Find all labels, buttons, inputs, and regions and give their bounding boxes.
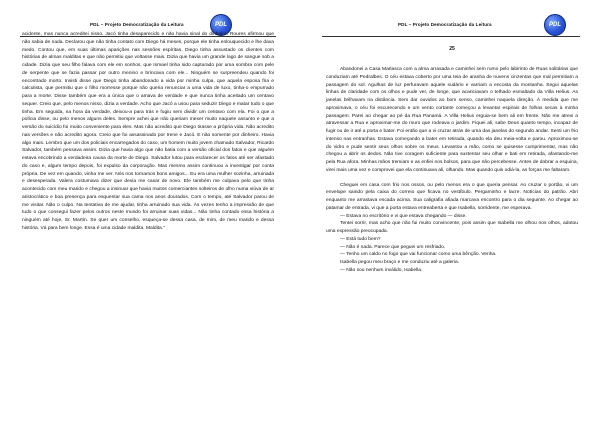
header-title: PDL – Projeto Democratização da Leitura — [90, 22, 184, 27]
right-page-body — [326, 66, 578, 275]
pdl-logo-icon: PDL — [544, 14, 566, 36]
paragraph: Isabella pegou meu braço e me conduziu até a galeria. — [340, 260, 460, 265]
left-page — [0, 0, 296, 424]
dialogue-line: — Não é nada. Parece que peguei um resfriado. — [340, 244, 446, 250]
right-page — [304, 0, 600, 424]
left-page-body — [22, 31, 274, 233]
page-number: 25 — [449, 46, 455, 52]
header-rule — [322, 36, 580, 37]
dialogue-line: — Tenho um caldo no fogo que vai funcionar como uma bênção. Venha. — [340, 252, 497, 258]
dialogue-line: — Está tudo bem? — [340, 236, 381, 242]
dialogue-line: — Estava no escritório e vi que estava chegando — disse. — [340, 213, 467, 219]
paragraph: Tentei sorrir, mas acho que não fui muito convincente, pois assim que Isabella me olhou nos olhos, adotou uma expressão preocupada. — [326, 221, 578, 234]
paragraph: Abandonei a Casa Marlasca com a alma arrasada e caminhei sem rumo pelo labirinto de Ruas solitárias que conduziam até Pedralbes. O céu estava coberto por uma teia de aranha de nuvens cinzentas que mal permitiam a passagem do sol. Agulhas de luz perfuravam aquele sudário e varriam a encosta da montanha. Segui aquelas linhas de claridade com os olhos e pude ver, de longe, que acariciavam o telhado esmaltado da Villa Helius. As janelas brilhavam na distância. Sem dar ouvidos ao bom senso, caminhei naquela direção. À medida que me aproximava, o céu foi escurecendo e um vento cortante começou a levantar espirais de folhas secas à minha passagem. Parei ao chegar ao pé da Rua Panamá. A Villa Helius erguia-se bem ali em frente. Não me atrevi a atravessar a Rua e aproximar-me do muro que rodeava o jardim. Fiquei ali, sabe Deus quanto tempo, incapaz de fugir ou de ir até a porta e bater. Foi então que a vi cruzar atrás de uma das janelas do segundo andar. Senti um frio intenso nas entranhas. Estava começando a bater em retirada, quando ela deu meia-volta e parou. Aproximou-se do vidro e pude sentir seus olhos sobre os meus. Levantou a mão, como se quisesse cumprimentar, mas não chegou a abrir os dedos. Não tive coragem suficiente para sustentar seu olhar e bati em retirada, afastando-me pela Rua afora. Minhas mãos tremiam e as enfiei nos bolsos, para que não percebesse. Antes de dobrar a esquina, virei mais uma vez e comprovei que ela continuava ali, olhando. Mas quando quis odiá-la, as forças me faltaram. — [326, 67, 578, 173]
dialogue-line: — Não sou nenhum inválido, Isabella. — [340, 267, 423, 273]
pdl-logo-icon: PDL — [210, 14, 232, 36]
page-header — [304, 14, 600, 40]
paragraph: acidente, mas nunca acreditei nisso. Jacó tinha desaparecido e não havia sinal do dinheiro. Roures afirmou que não sabia de nada. Declarou que não tinha contato com Diego há meses, porque ele tinha enlouquecido e lhe dava medo. Contou que, em suas últimas aparições nas sessões espíritas, Diego tinha assustado os clientes com histórias de almas malditas e que não permitiu que voltasse mais. Dizia que havia um grande lago de sangue sob a cidade. Dizia que seu filho falava com ele em sonhos, que Ismael tinha sido capturado por uma sombra com pele de serpente que se fazia passar por outro menino e brincava com ele... Ninguém se surpreendeu quando foi encontrado morto. Insisti disse que Diego tinha abandonado a vida por minha culpa, que aquela esposa fria e calculista, que permitiu que o filho morresse porque não queria renunciar a uma vida de luxo, tinha-o empurrado para a morte. Disse também que era a única que o amava de verdade e que nunca tinha aceitado um centavo sequer. Creio que, pelo menos nisso, dizia a verdade. Acho que Jacó a usou para seduzir Diego e matar tudo o que tinha. Em seguida, na hora da verdade, deixou-a para trás e fugiu sem dividir um centavo com ela. Foi o que a polícia disse, ou pelo menos alguns deles. Sempre achei que não queriam mexer muito naquele assunto e que a versão do suicídio foi muito conveniente para eles. Mas não acredito que Diego tirasse a própria vida. Não acredito nas versões e não acredito agora. Creio que foi assassinado por Irene e Jacó. E não somente por dinheiro. Havia algo mais. Lembro que um dos policiais encarregados do caso, um homem muito jovem chamado Salvador, Ricardo Salvador, também pensava assim. Dizia que havia algo que não batia com a versão oficial dos fatos e que alguém estava encobrindo a verdadeira causa da morte de Diego. Salvador lutou para esclarecer os fatos até ser afastado do caso e, algum tempo depois, foi expulso da corporação. Mas mesmo assim continuou a investigar por conta própria. De vez em quando, vinha me ver. Nós nos tornamos bons amigos... Eu era uma mulher sozinha, arruinada e desesperada. Valera costumava dizer que devia me casar de novo. Ele também me culpava pelo que tinha acontecido com meu marido e chegou a insinuar que havia muitos comerciantes solteiros de olho numa viúva de ar aristocrático e boa presença para esquentar sua cama nos anos dourados. Com o tempo, até Salvador parou de me visitar. Não o culpo. Na tentativa de me ajudar, tinha arruinado sua vida. Às vezes tenho a impressão de que tudo o que consegui fazer pelos outros neste mundo foi arruinar suas vidas... Não tinha contado essa história a ninguém até hoje, Sr. Martín. Se quer um conselho, esqueça-se dessa casa, de mim, de meu marido e dessa história. Vá para bem longe. Essa é uma cidade maldita. Maldita.” — [22, 32, 274, 231]
paragraph: Cheguei em casa com frio nos ossos, ou pelo menos era o que queria pensar. Ao cruzar o portão, vi um envelope saindo pela caixa do correio que ficava no vestíbulo. Pergaminho e lacre. Notícias do patrão. Abri enquanto me arrastava escada acima. Sua caligrafia afiada marcava encontro para o dia seguinte. Ao chegar ao patamar de entrada, vi que a porta estava entreaberta e que Isabella, sorridente, me esperava. — [326, 182, 578, 211]
header-title: PDL – Projeto Democratização da Leitura — [398, 22, 492, 27]
